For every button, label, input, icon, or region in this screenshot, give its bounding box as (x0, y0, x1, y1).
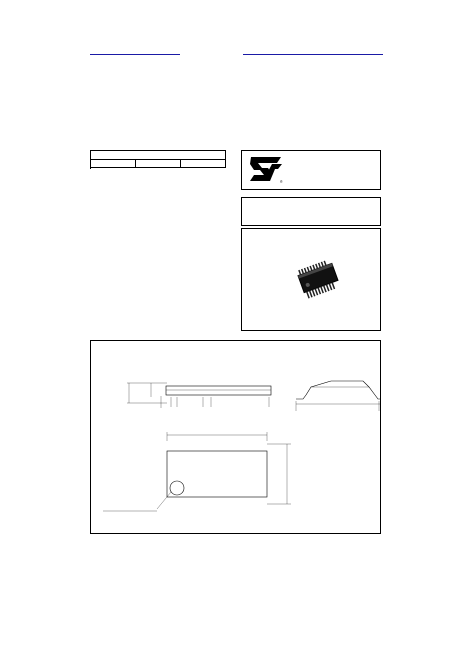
svg-text:®: ® (280, 180, 283, 184)
chip-image (288, 257, 348, 299)
mechanical-drawing (91, 341, 380, 533)
package-title-box (241, 150, 381, 190)
dimensions-title (91, 151, 226, 160)
mm-header (136, 160, 181, 168)
mechanical-drawing-box (90, 340, 381, 534)
st-logo (248, 155, 284, 185)
dimensions-table (90, 150, 226, 168)
ref-header (91, 160, 136, 168)
header-rule-left (90, 54, 180, 55)
header-rule-right (243, 54, 383, 55)
package-info-box (241, 228, 381, 331)
package-subtitle-box (241, 197, 381, 226)
inch-header (181, 160, 226, 168)
